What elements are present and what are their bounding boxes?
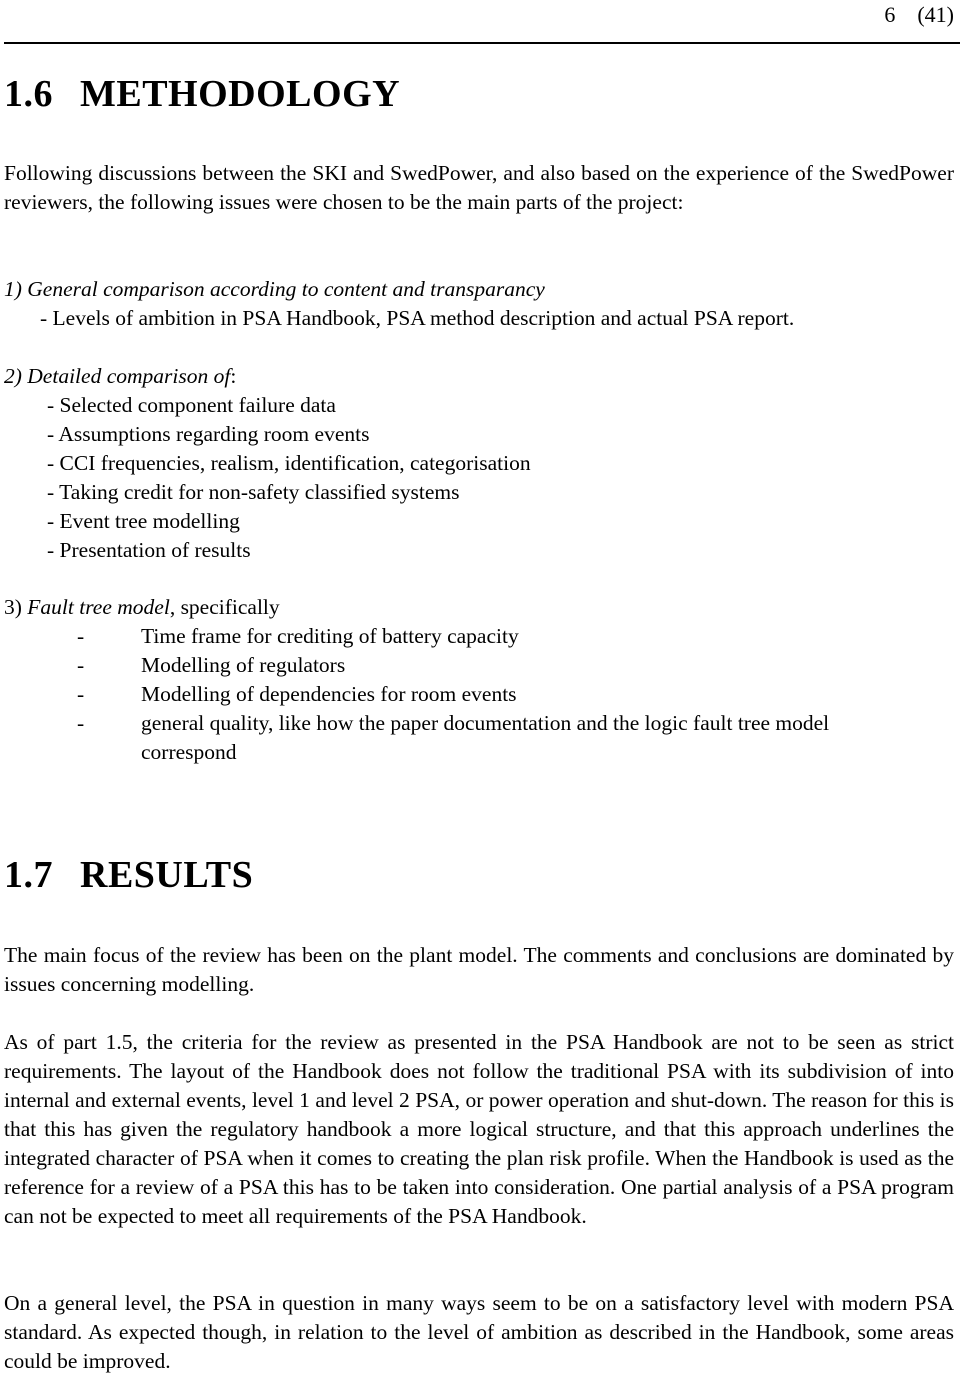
results-paragraph-2: As of part 1.5, the criteria for the review as presented in the PSA Handbook are not to be seen as strict requirements. The layout of the Handbook does not follow the traditional PSA with its subdivision of into internal and external events, level 1 and level 2 PSA, or power operation and shut-down. The reason for this is that this has given the regulatory handbook a more logical structure, and that this approach underlines the integrated character of PSA when it comes to creating the plan risk profile. When the Handbook is used as the reference for a review of a PSA this has to be taken into consideration. One partial analysis of a PSA program can not be expected to meet all requirements of the PSA Handbook.: [4, 1030, 954, 1228]
heading-results: [4, 853, 253, 897]
item3-heading: [4, 593, 280, 622]
item3-heading-italic: Fault tree model: [27, 595, 170, 619]
item3-sub-4-cont: correspond: [141, 740, 237, 764]
item3-dash-2: -: [77, 653, 85, 677]
item2-heading-colon: :: [230, 364, 237, 388]
item2-sub-6: - Presentation of results: [47, 538, 251, 562]
item2-sub-1: - Selected component failure data: [47, 393, 336, 417]
item2-sub-4: - Taking credit for non-safety classified systems: [47, 480, 460, 504]
item3-prefix: 3): [4, 595, 28, 619]
methodology-intro: Following discussions between the SKI and SwedPower, and also based on the experience of the SwedPower reviewers, the following issues were chosen to be the main parts of the project:: [4, 161, 954, 214]
item2-heading: [4, 362, 236, 391]
results-paragraph-3: On a general level, the PSA in question in many ways seem to be on a satisfactory level with modern PSA standard. As expected though, in relation to the level of ambition as described in the Handbook, some areas could be improved.: [4, 1291, 954, 1373]
section-number: 1.6: [4, 73, 53, 115]
heading-methodology: [4, 72, 400, 116]
item3-sub-3: Modelling of dependencies for room events: [141, 682, 517, 706]
item3-sub-4: general quality, like how the paper documentation and the logic fault tree model: [141, 711, 830, 735]
item1-heading: 1) General comparison according to content and transparancy: [4, 277, 545, 301]
item3-sub-1: Time frame for crediting of battery capacity: [141, 624, 519, 648]
item2-heading-text: 2) Detailed comparison of: [4, 364, 231, 388]
item2-sub-2: - Assumptions regarding room events: [47, 422, 370, 446]
item3-heading-rest: , specifically: [169, 595, 280, 619]
section-title: RESULTS: [80, 854, 254, 896]
item3-dash-1: -: [77, 624, 85, 648]
item2-sub-3: - CCI frequencies, realism, identification, categorisation: [47, 451, 531, 475]
section-number: 1.7: [4, 854, 53, 896]
results-paragraph-1: The main focus of the review has been on the plant model. The comments and conclusions are dominated by issues concerning modelling.: [4, 943, 954, 996]
header-rule: [4, 42, 960, 44]
item2-sub-5: - Event tree modelling: [47, 509, 240, 533]
page-number-total: (41): [917, 2, 954, 27]
page-number-current: 6: [884, 2, 896, 27]
page-number: [884, 2, 954, 28]
section-title: METHODOLOGY: [80, 73, 401, 115]
item1-sub: - Levels of ambition in PSA Handbook, PSA method description and actual PSA report.: [40, 306, 795, 330]
item3-dash-4: -: [77, 711, 85, 735]
item3-sub-2: Modelling of regulators: [141, 653, 346, 677]
item3-dash-3: -: [77, 682, 85, 706]
